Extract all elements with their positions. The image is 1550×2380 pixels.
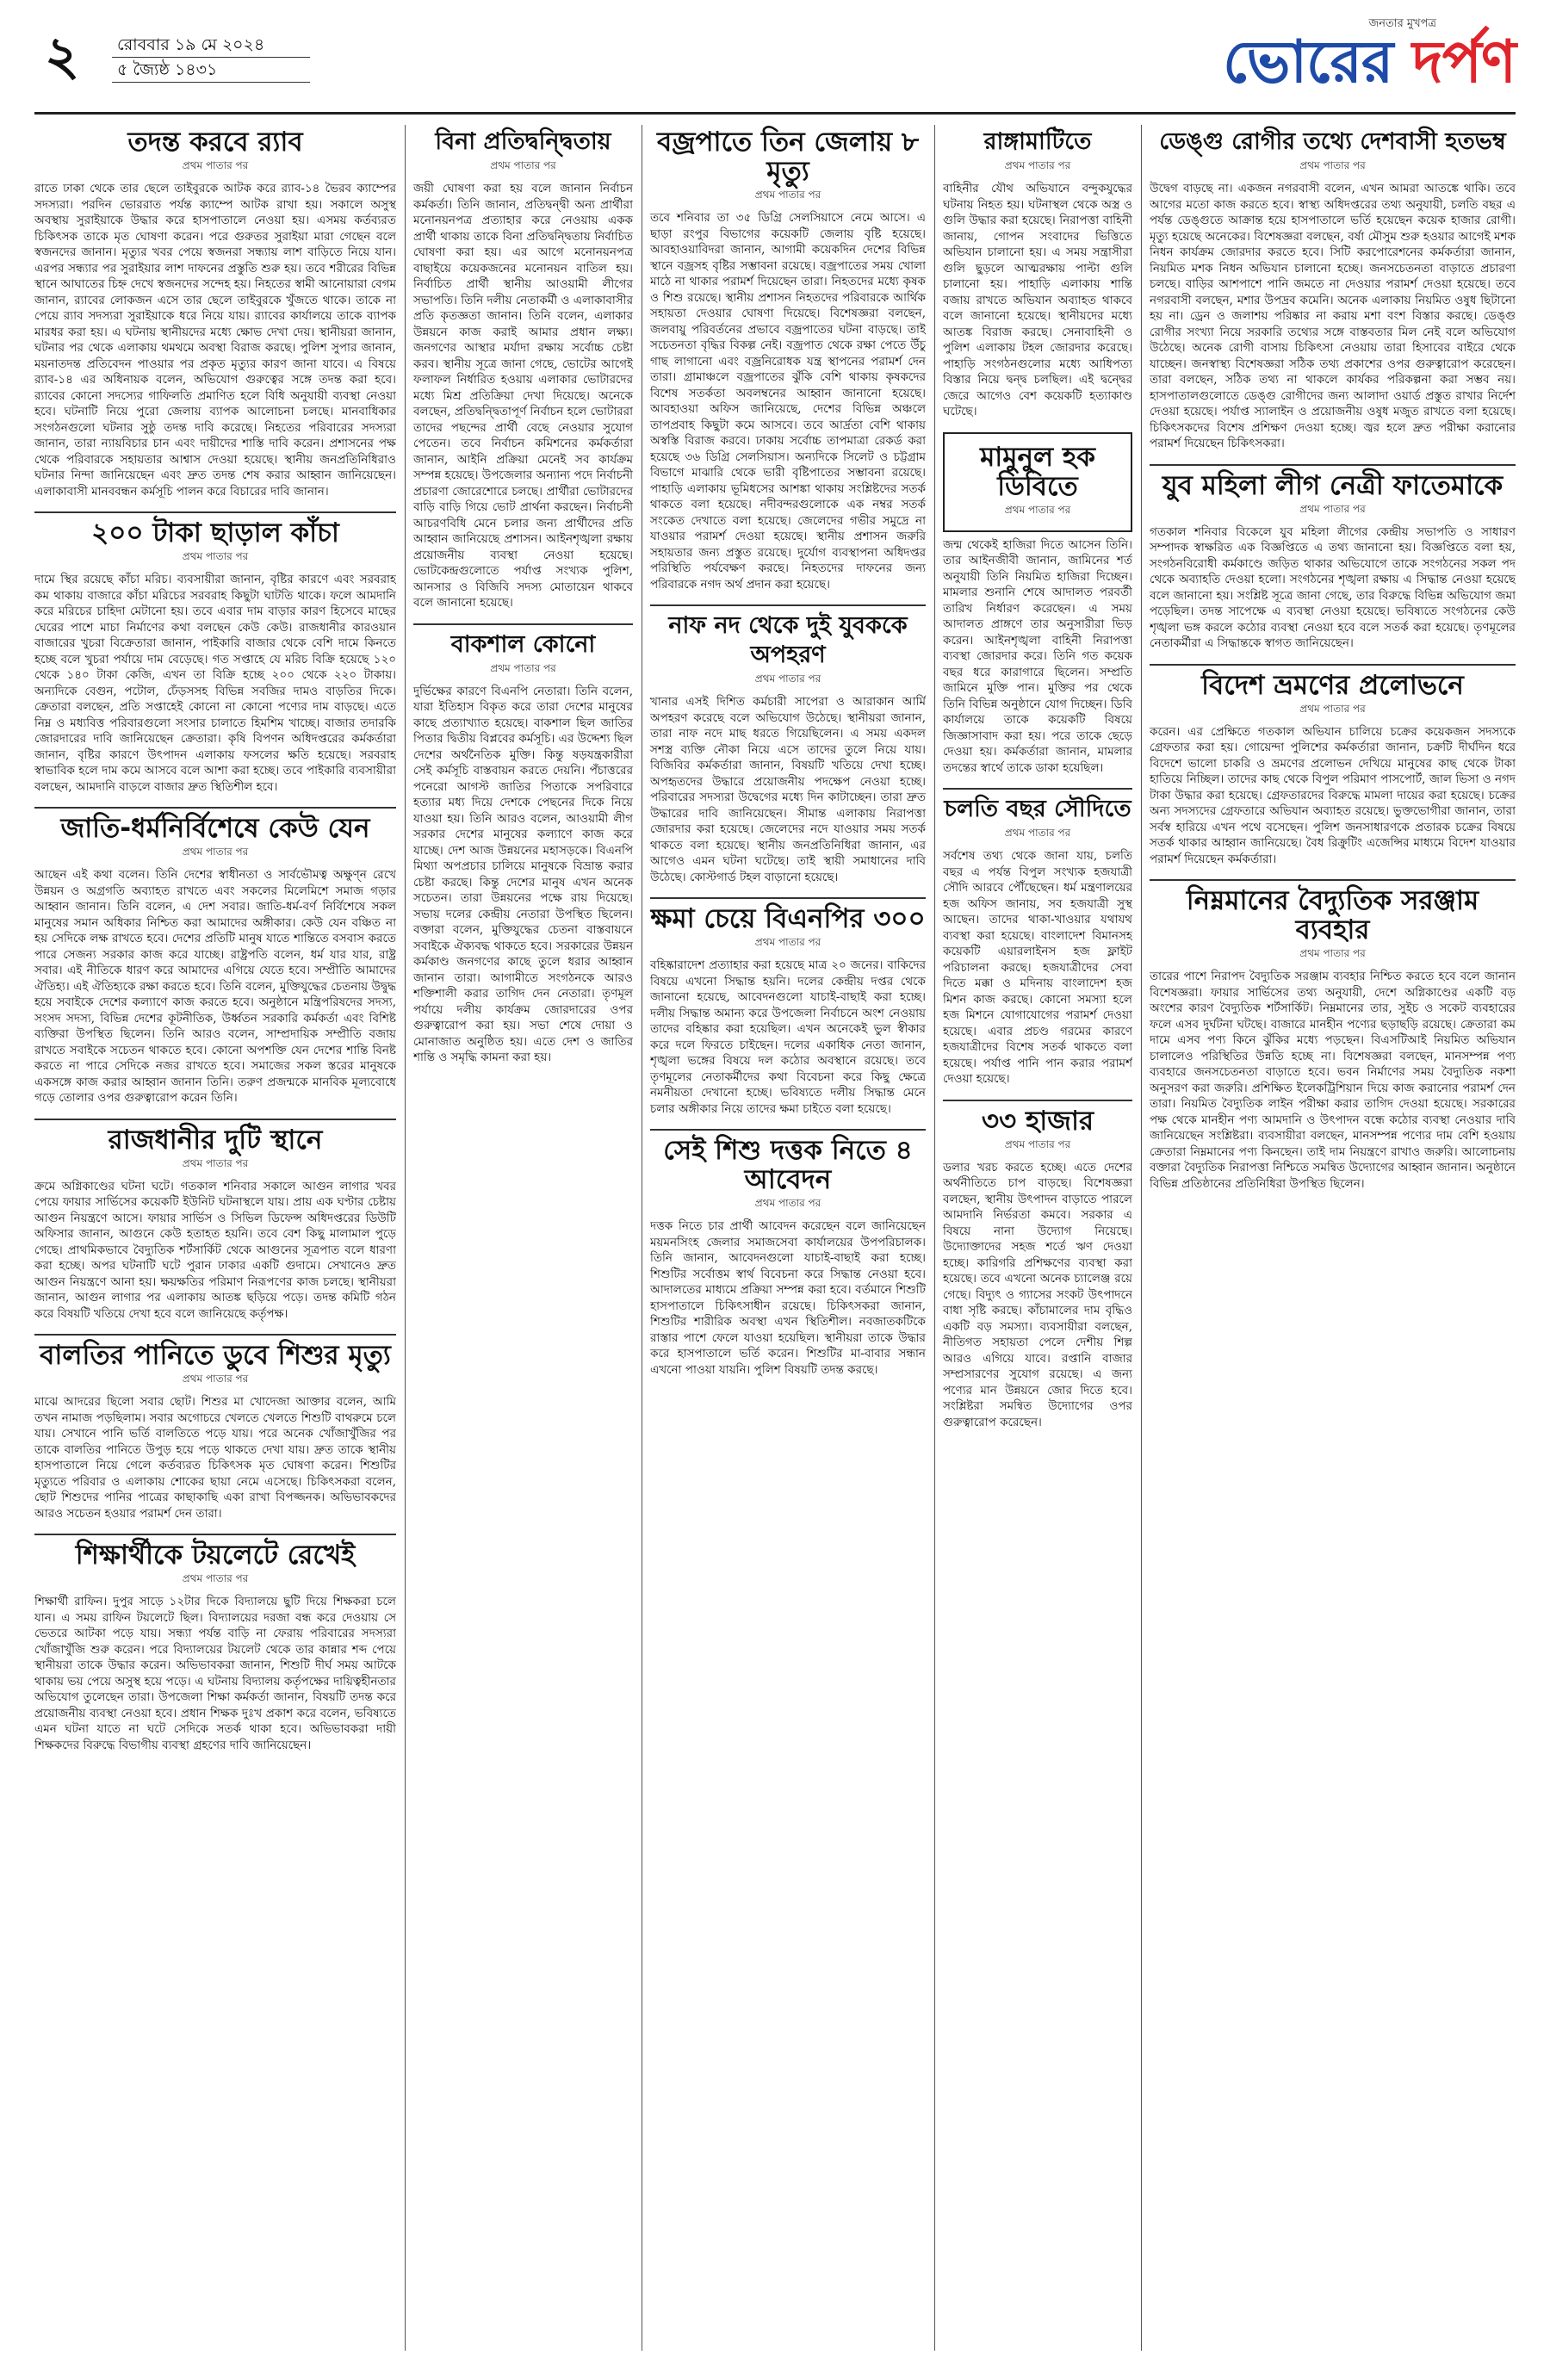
article (34, 1341, 396, 1522)
article (1150, 671, 1516, 868)
article (650, 127, 926, 592)
article-divider (650, 604, 926, 606)
article-body: জয়ী ঘোষণা করা হয় বলে জানান নির্বাচন কর্মকর্তা। তিনি জানান, প্রতিদ্বন্দ্বী অন্য প্রার্থীরা মনোনয়নপত্র প্রত্যাহার করে নেওয়ায় একক প্রার্থী থাকায় তাকে বিনা প্রতিদ্বন্দ্বিতায় নির্বাচিত ঘোষণা করা হয়। এর আগে মনোনয়নপত্র বাছাইয়ে কয়েকজনের মনোনয়ন বাতিল হয়। নির্বাচিত প্রার্থী স্থানীয় আওয়ামী লীগের সভাপতি। তিনি দলীয় নেতাকর্মী ও এলাকাবাসীর প্রতি কৃতজ্ঞতা জানান। তিনি বলেন, এলাকার উন্নয়নে কাজ করাই আমার প্রধান লক্ষ্য। জনগণের আস্থার মর্যাদা রক্ষায় সর্বোচ্চ চেষ্টা করব। স্থানীয় সূত্রে জানা গেছে, ভোটের আগেই ফলাফল নির্ধারিত হওয়ায় এলাকার ভোটারদের মধ্যে মিশ্র প্রতিক্রিয়া দেখা দিয়েছে। অনেকে বলছেন, প্রতিদ্বন্দ্বিতাপূর্ণ নির্বাচন হলে ভোটাররা তাদের পছন্দের প্রার্থী বেছে নেওয়ার সুযোগ পেতেন। তবে নির্বাচন কমিশনের কর্মকর্তারা জানান, আইনি প্রক্রিয়া মেনেই সব কার্যক্রম সম্পন্ন হয়েছে। উপজেলার অন্যান্য পদে নির্বাচনী প্রচারণা জোরেশোরে চলছে। প্রার্থীরা ভোটারদের বাড়ি বাড়ি গিয়ে ভোট প্রার্থনা করছেন। নির্বাচনী আচরণবিধি মেনে চলার জন্য প্রার্থীদের প্রতি আহ্বান জানিয়েছে প্রশাসন। আইনশৃঙ্খলা রক্ষায় প্রয়োজনীয় ব্যবস্থা নেওয়া হয়েছে। ভোটকেন্দ্রগুলোতে পর্যাপ্ত সংখ্যক পুলিশ, আনসার ও বিজিবি সদস্য মোতায়েন থাকবে বলে জানানো হয়েছে। (413, 182, 633, 610)
article-body: খানার এসই দিশিত কর্মচারী সাপেরা ও আরাকান আর্মি অপহরণ করেছে বলে অভিযোগ উঠেছে। স্থানীয়রা জানান, তারা নাফ নদে মাছ ধরতে গিয়েছিলেন। এ সময় একদল সশস্ত্র ব্যক্তি নৌকা নিয়ে এসে তাদের তুলে নিয়ে যায়। বিজিবির কর্মকর্তারা জানান, বিষয়টি খতিয়ে দেখা হচ্ছে। অপহৃতদের উদ্ধারে প্রয়োজনীয় পদক্ষেপ নেওয়া হচ্ছে। পরিবারের সদস্যরা উদ্বেগের মধ্যে দিন কাটাচ্ছেন। তারা দ্রুত উদ্ধারের দাবি জানিয়েছেন। সীমান্ত এলাকায় নিরাপত্তা জোরদার করা হয়েছে। জেলেদের নদে যাওয়ার সময় সতর্ক থাকতে বলা হয়েছে। স্থানীয় জনপ্রতিনিধিরা জানান, এর আগেও এমন ঘটনা ঘটেছে। তাই স্থায়ী সমাধানের দাবি উঠেছে। কোস্টগার্ড টহল বাড়ানো হয়েছে। (650, 695, 926, 884)
boxed-article (943, 432, 1132, 532)
article-headline: ৩৩ হাজার (981, 1105, 1094, 1137)
continued-label: প্রথম পাতার পর (1299, 159, 1366, 171)
continued-label: প্রথম পাতার পর (1004, 503, 1071, 516)
article (34, 1125, 396, 1323)
continued-label: প্রথম পাতার পর (490, 159, 556, 171)
column-divider (934, 125, 935, 2351)
column-1 (34, 122, 396, 2361)
continued-label: প্রথম পাতার পর (490, 661, 556, 674)
article-headline: ক্ষমা চেয়ে বিএনপির ৩০০ (650, 903, 926, 934)
article-headline: বিনা প্রতিদ্বন্দ্বিতায় (435, 128, 611, 155)
article (34, 814, 396, 1106)
article-divider (1150, 879, 1516, 881)
continued-label: প্রথম পাতার পর (182, 1156, 249, 1169)
article (34, 1540, 396, 1753)
continued-label: প্রথম পাতার পর (754, 672, 822, 685)
article (943, 795, 1132, 1088)
article-headline: বাকশাল কোনো (450, 630, 596, 658)
article-headline: ডেঙ্গু রোগীর তথ্যে দেশবাসী হতভম্ব (1159, 128, 1506, 155)
article-headline: বিদেশ ভ্রমণের প্রলোভনে (1201, 669, 1464, 701)
continued-label: প্রথম পাতার পর (182, 1572, 249, 1584)
continued-label: প্রথম পাতার পর (1004, 159, 1071, 171)
brand-word-2: দর্পণ (1411, 28, 1516, 96)
article (413, 127, 633, 611)
article-body: তারের পাশে নিরাপদ বৈদ্যুতিক সরঞ্জাম ব্যবহার নিশ্চিত করতে হবে বলে জানান বিশেষজ্ঞরা। ফায়ার সার্ভিসের তথ্য অনুযায়ী, দেশে অগ্নিকাণ্ডের একটি বড় অংশের কারণ বৈদ্যুতিক শর্টসার্কিট। নিম্নমানের তার, সুইচ ও সকেট ব্যবহারের ফলে এসব দুর্ঘটনা ঘটছে। বাজারে মানহীন পণ্যের ছড়াছড়ি রয়েছে। ক্রেতারা কম দামে এসব পণ্য কিনে ঝুঁকির মধ্যে পড়ছেন। বিএসটিআই নিয়মিত অভিযান চালালেও পরিস্থিতির উন্নতি হচ্ছে না। বিশেষজ্ঞরা বলছেন, মানসম্পন্ন পণ্য ব্যবহারে জনসচেতনতা বাড়াতে হবে। ভবন নির্মাণের সময় বৈদ্যুতিক নকশা অনুসরণ করা জরুরি। প্রশিক্ষিত ইলেকট্রিশিয়ান দিয়ে কাজ করানোর পরামর্শ দেন তারা। নিয়মিত বৈদ্যুতিক লাইন পরীক্ষা করার তাগিদ দেওয়া হয়েছে। সরকারের পক্ষ থেকে মানহীন পণ্য আমদানি ও উৎপাদন বন্ধে কঠোর ব্যবস্থা নেওয়ার দাবি জানিয়েছেন সংশ্লিষ্টরা। ব্যবসায়ীরা বলছেন, মানসম্পন্ন পণ্যের দাম বেশি হওয়ায় ক্রেতারা নিম্নমানের পণ্য কিনছেন। তাই দাম নিয়ন্ত্রণে রাখাও জরুরি। আলোচনায় বক্তারা বৈদ্যুতিক নিরাপত্তা নিশ্চিতে সমন্বিত উদ্যোগের আহ্বান জানান। অনুষ্ঠানে বিভিন্ন প্রতিষ্ঠানের প্রতিনিধিরা উপস্থিত ছিলেন। (1150, 970, 1516, 1191)
continued-label: প্রথম পাতার পর (182, 846, 249, 858)
column-4 (943, 122, 1132, 2361)
column-divider (1141, 125, 1142, 2351)
article-headline: যুব মহিলা লীগ নেত্রী ফাতেমাকে (1162, 469, 1504, 501)
article (943, 1106, 1132, 1431)
article-divider (413, 623, 633, 625)
article-divider (650, 897, 926, 899)
continued-label: প্রথম পাতার পর (182, 1373, 249, 1385)
article-headline: শিক্ষার্থীকে টয়লেটে রেখেই (75, 1540, 356, 1571)
continued-label: প্রথম পাতার পর (1299, 502, 1366, 515)
article-headline: নিম্নমানের বৈদ্যুতিক সরঞ্জাম ব্যবহার (1186, 885, 1479, 945)
brand-word-1: ভোরের (1223, 28, 1393, 96)
article-headline: রাজধানীর দুটি স্থানে (108, 1124, 323, 1156)
article-body: শিক্ষার্থী রাফিন। দুপুর সাড়ে ১২টার দিকে বিদ্যালয়ে ছুটি দিয়ে শিক্ষকরা চলে যান। এ সময় রাফিন টয়লেটে ছিল। বিদ্যালয়ের দরজা বন্ধ করে দেওয়ায় সে ভেতরে আটকা পড়ে যায়। সন্ধ্যা পর্যন্ত বাড়ি না ফেরায় পরিবারের সদস্যরা খোঁজাখুঁজি শুরু করেন। পরে বিদ্যালয়ের টয়লেট থেকে তার কান্নার শব্দ পেয়ে স্থানীয়রা তাকে উদ্ধার করেন। অভিভাবকরা জানান, শিশুটি দীর্ঘ সময় আটকে থাকায় ভয় পেয়ে অসুস্থ হয়ে পড়ে। এ ঘটনায় বিদ্যালয় কর্তৃপক্ষের দায়িত্বহীনতার অভিযোগ তুলেছেন তারা। উপজেলা শিক্ষা কর্মকর্তা জানান, বিষয়টি তদন্ত করে প্রয়োজনীয় ব্যবস্থা নেওয়া হবে। প্রধান শিক্ষক দুঃখ প্রকাশ করে বলেন, ভবিষ্যতে এমন ঘটনা যাতে না ঘটে সেদিকে সতর্ক থাকা হবে। অভিভাবকরা দায়ী শিক্ষকদের বিরুদ্ধে বিভাগীয় ব্যবস্থা গ্রহণের দাবি জানিয়েছেন। (34, 1595, 396, 1752)
article-headline: জাতি-ধর্মনির্বিশেষে কেউ যেন (60, 813, 370, 844)
continued-label: প্রথম পাতার পর (182, 159, 249, 171)
continued-label: প্রথম পাতার পর (1299, 947, 1366, 959)
article (650, 904, 926, 1117)
article-divider (34, 1119, 396, 1120)
continued-label: প্রথম পাতার পর (754, 1197, 822, 1209)
article-divider (34, 807, 396, 809)
continued-label: প্রথম পাতার পর (754, 189, 822, 201)
article-body: রাতে ঢাকা থেকে তার ছেলে তাইবুরকে আটক করে র‍্যাব-১৪ ভৈরব ক্যাম্পের সদস্যরা। পরদিন ভোররাত পর্যন্ত ক্যাম্পে আটক রাখা হয়। সকালে অসুস্থ অবস্থায় সুরাইয়াকে উদ্ধার করে হাসপাতালে নেওয়া হয়। এসময় কর্তব্যরত চিকিৎসক তাকে মৃত ঘোষণা করেন। পরে গুরুতর সুরাইয়া মারা গেছেন বলে স্বজনদের জানান। মৃত্যুর খবর পেয়ে স্বজনরা সন্ধ্যায় লাশ বাড়িতে নিয়ে যান। এরপর সন্ধ্যার পর সুরাইয়ার লাশ দাফনের প্রস্তুতি শুরু হয়। তবে শরীরের বিভিন্ন স্থানে আঘাতের চিহ্ন দেখে স্বজনদের সন্দেহ হয়। নিহতের স্বামী আনোয়ারা বেগম জানান, র‍্যাবের লোকজন এসে তার ছেলে তাইবুরকে খুঁজতে থাকে। তাকে না পেয়ে র‍্যাব সদস্যরা সুরাইয়াকে ধরে নিয়ে যায়। র‍্যাবের কার্যালয়ে তাকে ব্যাপক মারধর করা হয়। এ ঘটনায় স্থানীয়দের মধ্যে ক্ষোভ দেখা দেয়। স্থানীয়রা জানান, ঘটনার পর থেকে এলাকায় থমথমে অবস্থা বিরাজ করছে। পুলিশ সুপার জানান, ময়নাতদন্ত প্রতিবেদন পাওয়ার পর প্রকৃত মৃত্যুর কারণ জানা যাবে। এ বিষয়ে র‍্যাব-১৪ এর অধিনায়ক বলেন, অভিযোগ গুরুত্বের সঙ্গে তদন্ত করা হবে। র‍্যাবের কোনো সদস্যের গাফিলতি প্রমাণিত হলে বিধি অনুযায়ী ব্যবস্থা নেওয়া হবে। ঘটনাটি নিয়ে পুরো জেলায় ব্যাপক আলোচনা চলছে। মানবাধিকার সংগঠনগুলো ঘটনার সুষ্ঠু তদন্ত দাবি করেছে। নিহতের পরিবারের সদস্যরা জানান, তারা ন্যায়বিচার চান এবং দায়ীদের শাস্তি দাবি করেন। প্রশাসনের পক্ষ থেকে পরিবারকে সহায়তার আশ্বাস দেওয়া হয়েছে। স্থানীয় জনপ্রতিনিধিরাও ঘটনার নিন্দা জানিয়েছেন এবং দ্রুত তদন্ত শেষ করার আহ্বান জানিয়েছেন। এলাকাবাসী মানববন্ধন কর্মসূচি পালন করে বিচারের দাবি জানান। (34, 182, 396, 499)
column-divider (405, 125, 406, 2351)
article (34, 127, 396, 499)
article (650, 1136, 926, 1378)
article-body: ডলার খরচ করতে হচ্ছে। এতে দেশের অর্থনীতিতে চাপ বাড়ছে। বিশেষজ্ঞরা বলছেন, স্থানীয় উৎপাদন বাড়াতে পারলে আমদানি নির্ভরতা কমবে। সরকার এ বিষয়ে নানা উদ্যোগ নিয়েছে। উদ্যোক্তাদের সহজ শর্তে ঋণ দেওয়া হচ্ছে। কারিগরি প্রশিক্ষণের ব্যবস্থা করা হয়েছে। তবে এখনো অনেক চ্যালেঞ্জ রয়ে গেছে। বিদ্যুৎ ও গ্যাসের সংকট উৎপাদনে বাধা সৃষ্টি করছে। কাঁচামালের দাম বৃদ্ধিও একটি বড় সমস্যা। ব্যবসায়ীরা বলছেন, নীতিগত সহায়তা পেলে দেশীয় শিল্প আরও এগিয়ে যাবে। রপ্তানি বাজার সম্প্রসারণের সুযোগ রয়েছে। এ জন্য পণ্যের মান উন্নয়নে জোর দিতে হবে। সংশ্লিষ্টরা সমন্বিত উদ্যোগের ওপর গুরুত্বারোপ করেছেন। (943, 1160, 1132, 1429)
continued-label: প্রথম পাতার পর (1004, 827, 1071, 839)
article-divider (34, 1334, 396, 1336)
brand-tagline: জনতার মুখপত্র (1368, 17, 1436, 30)
article (1150, 471, 1516, 652)
article-body: সর্বশেষ তথ্য থেকে জানা যায়, চলতি বছর এ পর্যন্ত বিপুল সংখ্যক হজযাত্রী সৌদি আরবে পৌঁছেছেন। ধর্ম মন্ত্রণালয়ের হজ অফিস জানায়, সব হজযাত্রী সুস্থ আছেন। তাদের থাকা-খাওয়ার যথাযথ ব্যবস্থা করা হয়েছে। বাংলাদেশ বিমানসহ কয়েকটি এয়ারলাইনস হজ ফ্লাইট পরিচালনা করছে। হজযাত্রীদের সেবা দিতে মক্কা ও মদিনায় বাংলাদেশ হজ মিশন কাজ করছে। কোনো সমস্যা হলে হজ মিশনে যোগাযোগের পরামর্শ দেওয়া হয়েছে। এবার প্রচণ্ড গরমের কারণে হজযাত্রীদের বিশেষ সতর্ক থাকতে বলা হয়েছে। পর্যাপ্ত পানি পান করার পরামর্শ দেওয়া হয়েছে। (943, 849, 1132, 1086)
article-divider (1150, 664, 1516, 666)
article-divider (34, 1534, 396, 1535)
page-number: ২ (45, 24, 80, 87)
continued-label: প্রথম পাতার পর (1299, 702, 1366, 715)
article (34, 518, 396, 795)
continued-label: প্রথম পাতার পর (754, 936, 822, 948)
article (650, 611, 926, 885)
article (943, 537, 1132, 777)
column-2 (413, 122, 633, 2361)
article-divider (34, 511, 396, 513)
column-5 (1150, 122, 1516, 2361)
article-body: বহিষ্কারাদেশ প্রত্যাহার করা হয়েছে মাত্র ২০ জনের। বাকিদের বিষয়ে এখনো সিদ্ধান্ত হয়নি। দলের কেন্দ্রীয় দপ্তর থেকে জানানো হয়েছে, আবেদনগুলো যাচাই-বাছাই করা হচ্ছে। দলীয় সিদ্ধান্ত অমান্য করে উপজেলা নির্বাচনে অংশ নেওয়ায় তাদের বহিষ্কার করা হয়েছিল। এখন অনেকেই ভুল স্বীকার করে দলে ফিরতে চাইছেন। দলের একাধিক নেতা জানান, শৃঙ্খলা ভঙ্গের বিষয়ে দল কঠোর অবস্থানে রয়েছে। তবে তৃণমূলের নেতাকর্মীদের কথা বিবেচনা করে কিছু ক্ষেত্রে নমনীয়তা দেখানো হচ্ছে। ভবিষ্যতে দলীয় সিদ্ধান্ত মেনে চলার অঙ্গীকার নিয়ে তাদের ক্ষমা চাইতে বলা হয়েছে। (650, 958, 926, 1116)
article-divider (1150, 464, 1516, 466)
article (1150, 127, 1516, 452)
day-date: রোববার ১৯ মে ২০২৪ (112, 33, 310, 58)
article-headline: বজ্রপাতে তিন জেলায় ৮ মৃত্যু (656, 127, 919, 187)
article-headline: মামুনুল হক ডিবিতে (980, 441, 1095, 502)
continued-label: প্রথম পাতার পর (1004, 1137, 1071, 1150)
article-headline: ২০০ টাকা ছাড়াল কাঁচা (91, 518, 339, 549)
date-box (112, 33, 310, 83)
article-body: দামে স্থির রয়েছে কাঁচা মরিচ। ব্যবসায়ীরা জানান, বৃষ্টির কারণে এবং সরবরাহ কম থাকায় বাজারে কাঁচা মরিচের সরবরাহ কিছুটা ঘাটতি থাকে। ফলে আমদানি করে মরিচের চাহিদা মেটানো হয়। তবে এবার দাম বাড়ার কারণ হিসেবে মাছের ঘেরের পাশে মাচা নির্মাণের কথা বলছেন কেউ কেউ। রাজধানীর কারওয়ান বাজারের খুচরা বিক্রেতারা জানান, পাইকারি বাজার থেকে বেশি দামে কিনতে হচ্ছে বলে খুচরা পর্যায়ে দাম বেড়েছে। গত সপ্তাহে যে মরিচ বিক্রি হয়েছে ১২০ থেকে ১৪০ টাকা কেজি, এখন তা বিক্রি হচ্ছে ২০০ থেকে ২২০ টাকায়। অন্যদিকে বেগুন, পটোল, ঢেঁড়সসহ বিভিন্ন সবজির দামও বাড়তির দিকে। ক্রেতারা বলছেন, প্রতি সপ্তাহেই কোনো না কোনো পণ্যের দাম বাড়ছে। এতে নিম্ন ও মধ্যবিত্ত পরিবারগুলো সংসার চালাতে হিমশিম খাচ্ছে। বাজার তদারকি জোরদারের দাবি জানিয়েছেন ক্রেতারা। কৃষি বিপণন অধিদপ্তরের কর্মকর্তারা জানান, বৃষ্টির কারণে উৎপাদন এলাকায় ফসলের ক্ষতি হয়েছে। সরবরাহ স্বাভাবিক হলে দাম কমে আসবে বলে আশা করা হচ্ছে। তবে পাইকারি ব্যবসায়ীরা বলছেন, আমদানি বাড়লে বাজার দ্রুত স্থিতিশীল হবে। (34, 573, 396, 794)
article-body: তবে শনিবার তা ৩৫ ডিগ্রি সেলসিয়াসে নেমে আসে। এ ছাড়া রংপুর বিভাগের কয়েকটি জেলায় বৃষ্টি হয়েছে। আবহাওয়াবিদরা জানান, আগামী কয়েকদিন দেশের বিভিন্ন স্থানে বজ্রসহ বৃষ্টির সম্ভাবনা রয়েছে। বজ্রপাতের সময় খোলা মাঠে না থাকার পরামর্শ দিয়েছেন তারা। নিহতদের মধ্যে কৃষক ও শিশু রয়েছে। স্থানীয় প্রশাসন নিহতদের পরিবারকে আর্থিক সহায়তা দেওয়ার ঘোষণা দিয়েছে। বিশেষজ্ঞরা বলছেন, জলবায়ু পরিবর্তনের প্রভাবে বজ্রপাতের ঘটনা বাড়ছে। তাই সচেতনতা বৃদ্ধির বিকল্প নেই। বজ্রপাত থেকে রক্ষা পেতে উঁচু গাছ লাগানো এবং বজ্রনিরোধক যন্ত্র স্থাপনের পরামর্শ দেন তারা। গ্রামাঞ্চলে বজ্রপাতের ঝুঁকি বেশি থাকায় কৃষকদের বিশেষ সতর্কতা অবলম্বনের আহ্বান জানানো হয়েছে। আবহাওয়া অফিস জানিয়েছে, দেশের বিভিন্ন অঞ্চলে তাপপ্রবাহ কিছুটা কমে আসবে। তবে আর্দ্রতা বেশি থাকায় অস্বস্তি বিরাজ করবে। ঢাকায় সর্বোচ্চ তাপমাত্রা রেকর্ড করা হয়েছে ৩৬ ডিগ্রি সেলসিয়াস। অন্যদিকে সিলেট ও চট্টগ্রাম বিভাগে মাঝারি থেকে ভারী বৃষ্টিপাতের সম্ভাবনা রয়েছে। পাহাড়ি এলাকায় ভূমিধসের আশঙ্কা থাকায় সংশ্লিষ্টদের সতর্ক থাকতে বলা হয়েছে। নদীবন্দরগুলোকে এক নম্বর সতর্ক সংকেত দেখাতে বলা হয়েছে। জেলেদের গভীর সমুদ্রে না যাওয়ার পরামর্শ দেওয়া হয়েছে। স্থানীয় প্রশাসন জরুরি সহায়তার জন্য প্রস্তুত রয়েছে। দুর্যোগ ব্যবস্থাপনা অধিদপ্তর পরিস্থিতি পর্যবেক্ষণ করছে। নিহতদের দাফনের জন্য পরিবারকে নগদ অর্থ প্রদান করা হয়েছে। (650, 211, 926, 592)
article-headline: চলতি বছর সৌদিতে (944, 796, 1132, 822)
article-divider (650, 1129, 926, 1131)
article-body: আছেন এই কথা বলেন। তিনি দেশের স্বাধীনতা ও সার্বভৌমত্ব অক্ষুণ্ন রেখে উন্নয়ন ও অগ্রগতি অব্যাহত রাখতে এবং সকলের মিলেমিশে সমাজ গড়ার আহ্বান জানান। তিনি বলেন, এ দেশ সবার। জাতি-ধর্ম-বর্ণ নির্বিশেষে সকল মানুষের সমান অধিকার নিশ্চিত করা আমাদের অঙ্গীকার। কেউ যেন বঞ্চিত না হয় সেদিকে লক্ষ রাখতে হবে। দেশের প্রতিটি মানুষ যাতে শান্তিতে বসবাস করতে পারে সেজন্য সরকার কাজ করে যাচ্ছে। রাষ্ট্রপতি বলেন, ধর্ম যার যার, রাষ্ট্র সবার। এই নীতিকে ধারণ করে আমাদের এগিয়ে যেতে হবে। সম্প্রীতি আমাদের ঐতিহ্য। এই ঐতিহ্যকে রক্ষা করতে হবে। তিনি বলেন, মুক্তিযুদ্ধের চেতনায় উদ্বুদ্ধ হয়ে সবাইকে দেশের কল্যাণে কাজ করতে হবে। অনুষ্ঠানে মন্ত্রিপরিষদের সদস্য, সংসদ সদস্য, বিভিন্ন দেশের কূটনীতিক, উর্ধ্বতন সরকারি কর্মকর্তা এবং বিশিষ্ট ব্যক্তিরা উপস্থিত ছিলেন। তিনি আরও বলেন, সাম্প্রদায়িক সম্প্রীতি বজায় রাখতে সবাইকে সচেতন থাকতে হবে। কোনো অপশক্তি যেন দেশের শান্তি বিনষ্ট করতে না পারে সেদিকে নজর রাখতে হবে। সমাজের সকল স্তরের মানুষকে একসঙ্গে কাজ করার আহ্বান জানান তিনি। তরুণ প্রজন্মকে মানবিক মূল্যবোধে গড়ে তোলার ওপর গুরুত্বারোপ করেন তিনি। (34, 868, 396, 1105)
newspaper-logo (1223, 15, 1516, 96)
article-body: গতকাল শনিবার বিকেলে যুব মহিলা লীগের কেন্দ্রীয় সভাপতি ও সাধারণ সম্পাদক স্বাক্ষরিত এক বিজ্ঞপ্তিতে এ তথ্য জানানো হয়। বিজ্ঞপ্তিতে বলা হয়, সংগঠনবিরোধী কর্মকাণ্ডে জড়িত থাকার অভিযোগে তাকে সংগঠনের সকল পদ থেকে অব্যাহতি দেওয়া হলো। সংগঠনের শৃঙ্খলা রক্ষায় এ সিদ্ধান্ত নেওয়া হয়েছে বলে জানানো হয়। সংশ্লিষ্ট সূত্রে জানা গেছে, তার বিরুদ্ধে বিভিন্ন অভিযোগ জমা পড়েছিল। তদন্ত সাপেক্ষে এ ব্যবস্থা নেওয়া হয়েছে। ভবিষ্যতে সংগঠনের কেউ শৃঙ্খলা ভঙ্গ করলে কঠোর ব্যবস্থা নেওয়া হবে বলে সতর্ক করা হয়েছে। তৃণমূলের নেতাকর্মীরা এ সিদ্ধান্তকে স্বাগত জানিয়েছেন। (1150, 524, 1516, 650)
article-headline: নাফ নদ থেকে দুই যুবককে অপহরণ (668, 612, 908, 668)
article-headline: সেই শিশু দত্তক নিতে ৪ আবেদন (663, 1135, 913, 1195)
bangla-date: ৫ জ্যৈষ্ঠ ১৪৩১ (112, 58, 310, 83)
article-body: মাঝে আদরের ছিলো সবার ছোট। শিশুর মা খোদেজা আক্তার বলেন, আমি তখন নামাজ পড়ছিলাম। সবার অগোচরে খেলতে খেলতে শিশুটি বাথরুমে চলে যায়। সেখানে পানি ভর্তি বালতিতে পড়ে যায়। পরে অনেক খোঁজাখুঁজির পর তাকে বালতির পানিতে উপুড় হয়ে পড়ে থাকতে দেখা যায়। দ্রুত তাকে স্থানীয় হাসপাতালে নিয়ে গেলে কর্তব্যরত চিকিৎসক মৃত ঘোষণা করেন। শিশুটির মৃত্যুতে পরিবার ও এলাকায় শোকের ছায়া নেমে এসেছে। চিকিৎসকরা বলেন, ছোট শিশুদের পানির পাত্রের কাছাকাছি একা রাখা বিপজ্জনক। অভিভাবকদের আরও সচেতন হওয়ার পরামর্শ দেন তারা। (34, 1395, 396, 1521)
article-body: জন্ম থেকেই হাজিরা দিতে আসেন তিনি। তার আইনজীবী জানান, জামিনের শর্ত অনুযায়ী তিনি নিয়মিত হাজিরা দিচ্ছেন। মামলার শুনানি শেষে আদালত পরবর্তী তারিখ নির্ধারণ করেছেন। এ সময় আদালত প্রাঙ্গণে তার অনুসারীরা ভিড় করেন। আইনশৃঙ্খলা বাহিনী নিরাপত্তা ব্যবস্থা জোরদার করে। তিনি গত কয়েক বছর ধরে কারাগারে ছিলেন। সম্প্রতি জামিনে মুক্তি পান। মুক্তির পর থেকে তিনি বিভিন্ন অনুষ্ঠানে যোগ দিচ্ছেন। ডিবি কার্যালয়ে তাকে কয়েকটি বিষয়ে জিজ্ঞাসাবাদ করা হয়। পরে তাকে ছেড়ে দেওয়া হয়। কর্মকর্তারা জানান, মামলার তদন্তের স্বার্থে তাকে ডাকা হয়েছিল। (943, 537, 1132, 775)
article (943, 127, 1132, 420)
article-headline: বালতির পানিতে ডুবে শিশুর মৃত্যু (40, 1340, 391, 1371)
article-body: দুর্ভিক্ষের কারণে বিএনপি নেতারা। তিনি বলেন, যারা ইতিহাস বিকৃত করে তারা দেশের মানুষের কাছে প্রত্যাখ্যাত হয়েছে। বাকশাল ছিল জাতির পিতার দ্বিতীয় বিপ্লবের কর্মসূচি। এর উদ্দেশ্য ছিল দেশের অর্থনৈতিক মুক্তি। কিন্তু ষড়যন্ত্রকারীরা সেই কর্মসূচি বাস্তবায়ন করতে দেয়নি। পঁচাত্তরের পনেরো আগস্ট জাতির পিতাকে সপরিবারে হত্যার মধ্য দিয়ে দেশকে পেছনের দিকে নিয়ে যাওয়া হয়। তিনি আরও বলেন, আওয়ামী লীগ সরকার দেশের মানুষের কল্যাণে কাজ করে যাচ্ছে। দেশ আজ উন্নয়নের মহাসড়কে। বিএনপি মিথ্যা অপপ্রচার চালিয়ে মানুষকে বিভ্রান্ত করার চেষ্টা করছে। কিন্তু দেশের মানুষ এখন অনেক সচেতন। তারা উন্নয়নের পক্ষে রায় দিয়েছে। সভায় দলের কেন্দ্রীয় নেতারা উপস্থিত ছিলেন। বক্তারা বলেন, মুক্তিযুদ্ধের চেতনা বাস্তবায়নে সবাইকে ঐক্যবদ্ধ থাকতে হবে। সরকারের উন্নয়ন কর্মকাণ্ড জনগণের কাছে তুলে ধরার আহ্বান জানান তারা। আগামীতে সংগঠনকে আরও শক্তিশালী করার তাগিদ দেন নেতারা। তৃণমূল পর্যায়ে দলীয় কার্যক্রম জোরদারের ওপর গুরুত্বারোপ করা হয়। সভা শেষে দোয়া ও মোনাজাত অনুষ্ঠিত হয়। এতে দেশ ও জাতির শান্তি ও সমৃদ্ধি কামনা করা হয়। (413, 684, 633, 1064)
column-3 (650, 122, 926, 2361)
article-body: করেন। এর প্রেক্ষিতে গতকাল অভিযান চালিয়ে চক্রের কয়েকজন সদস্যকে গ্রেফতার করা হয়। গোয়েন্দা পুলিশের কর্মকর্তারা জানান, চক্রটি দীর্ঘদিন ধরে বিদেশে ভালো চাকরি ও ভ্রমণের প্রলোভন দেখিয়ে মানুষের কাছ থেকে টাকা হাতিয়ে নিচ্ছিল। তাদের কাছ থেকে বিপুল পরিমাণ পাসপোর্ট, জাল ভিসা ও নগদ টাকা উদ্ধার করা হয়েছে। গ্রেফতারদের বিরুদ্ধে মামলা দায়ের করা হয়েছে। চক্রের অন্য সদস্যদের গ্রেফতারে অভিযান অব্যাহত রয়েছে। ভুক্তভোগীরা জানান, তারা সর্বস্ব হারিয়ে এখন পথে বসেছেন। পুলিশ জনসাধারণকে প্রতারক চক্রের বিষয়ে সতর্ক থাকার আহ্বান জানিয়েছে। বৈধ রিক্রুটিং এজেন্সির মাধ্যমে বিদেশ যাওয়ার পরামর্শ দিয়েছেন কর্মকর্তারা। (1150, 724, 1516, 866)
article-divider (943, 788, 1132, 790)
continued-label: প্রথম পাতার পর (182, 550, 249, 562)
article-headline: তদন্ত করবে র‍্যাব (127, 127, 303, 158)
article-body: দত্তক নিতে চার প্রার্থী আবেদন করেছেন বলে জানিয়েছেন ময়মনসিংহ জেলার সমাজসেবা কার্যালয়ের উপপরিচালক। তিনি জানান, আবেদনগুলো যাচাই-বাছাই করা হচ্ছে। শিশুটির সর্বোত্তম স্বার্থ বিবেচনা করে সিদ্ধান্ত নেওয়া হবে। আদালতের মাধ্যমে প্রক্রিয়া সম্পন্ন করা হবে। বর্তমানে শিশুটি হাসপাতালে চিকিৎসাধীন রয়েছে। চিকিৎসকরা জানান, শিশুটির শারীরিক অবস্থা এখন স্থিতিশীল। নবজাতকটিকে রাস্তার পাশে ফেলে যাওয়া হয়েছিল। স্থানীয়রা তাকে উদ্ধার করে হাসপাতালে ভর্তি করেন। শিশুটির মা-বাবার সন্ধান এখনো পাওয়া যায়নি। পুলিশ বিষয়টি তদন্ত করছে। (650, 1219, 926, 1377)
brand-name (1223, 28, 1516, 96)
article-divider (943, 1100, 1132, 1101)
article-body: উদ্বেগ বাড়ছে না। একজন নগরবাসী বলেন, এখন আমরা আতঙ্কে থাকি। তবে আগের মতো কাজ করতে হবে। স্বাস্থ্য অধিদপ্তরের তথ্য অনুযায়ী, চলতি বছর এ পর্যন্ত ডেঙ্গুতে আক্রান্ত হয়ে হাসপাতালে ভর্তি হয়েছেন কয়েক হাজার রোগী। মৃত্যু হয়েছে অনেকের। বিশেষজ্ঞরা বলছেন, বর্ষা মৌসুম শুরু হওয়ার আগেই মশক নিধন কার্যক্রম জোরদার করতে হবে। সিটি করপোরেশনের কর্মকর্তারা জানান, নিয়মিত মশক নিধন অভিযান চালানো হচ্ছে। জনসচেতনতা বাড়াতে প্রচারণা চলছে। বাড়ির আশপাশে পানি জমতে না দেওয়ার পরামর্শ দেওয়া হয়েছে। তবে নগরবাসী বলছেন, মশার উপদ্রব কমেনি। অনেক এলাকায় নিয়মিত ওষুধ ছিটানো হয় না। ড্রেন ও জলাশয় পরিষ্কার না করায় মশা বংশ বিস্তার করছে। ডেঙ্গু রোগীর সংখ্যা নিয়ে সরকারি তথ্যের সঙ্গে বাস্তবতার মিল নেই বলে অভিযোগ উঠেছে। অনেক রোগী বাসায় চিকিৎসা নেওয়ায় তারা হিসাবের বাইরে থেকে যাচ্ছেন। জনস্বাস্থ্য বিশেষজ্ঞরা সঠিক তথ্য প্রকাশের ওপর গুরুত্বারোপ করেছেন। তারা বলছেন, সঠিক তথ্য না থাকলে কার্যকর পরিকল্পনা করা সম্ভব নয়। হাসপাতালগুলোতে ডেঙ্গু রোগীদের জন্য আলাদা ওয়ার্ড প্রস্তুত রাখার নির্দেশ দেওয়া হয়েছে। পর্যাপ্ত স্যালাইন ও প্রয়োজনীয় ওষুধ মজুত রাখতে বলা হয়েছে। চিকিৎসকদের বিশেষ প্রশিক্ষণ দেওয়া হচ্ছে। জ্বর হলে দ্রুত পরীক্ষা করানোর পরামর্শ দিয়েছেন চিকিৎসকরা। (1150, 182, 1516, 450)
article-body: ক্রমে অগ্নিকাণ্ডের ঘটনা ঘটে। গতকাল শনিবার সকালে আগুন লাগার খবর পেয়ে ফায়ার সার্ভিসের কয়েকটি ইউনিট ঘটনাস্থলে যায়। প্রায় এক ঘণ্টার চেষ্টায় আগুন নিয়ন্ত্রণে আসে। ফায়ার সার্ভিস ও সিভিল ডিফেন্স অধিদপ্তরের ডিউটি অফিসার জানান, আগুনে কেউ হতাহত হয়নি। তবে বেশ কিছু মালামাল পুড়ে গেছে। প্রাথমিকভাবে বৈদ্যুতিক শর্টসার্কিট থেকে আগুনের সূত্রপাত বলে ধারণা করা হচ্ছে। অপর ঘটনাটি ঘটে পুরান ঢাকার একটি গুদামে। সেখানেও দ্রুত আগুন নিয়ন্ত্রণে আনা হয়। ক্ষয়ক্ষতির পরিমাণ নিরূপণের কাজ চলছে। স্থানীয়রা জানান, আগুন লাগার পর এলাকায় আতঙ্ক ছড়িয়ে পড়ে। তদন্ত কমিটি গঠন করে বিষয়টি খতিয়ে দেখা হবে বলে জানিয়েছে কর্তৃপক্ষ। (34, 1179, 396, 1321)
masthead (0, 0, 1550, 121)
article-headline: রাঙ্গামাটিতে (983, 128, 1092, 155)
article (413, 630, 633, 1066)
article-body: বাহিনীর যৌথ অভিযানে বন্দুকযুদ্ধের ঘটনায় নিহত হয়। ঘটনাস্থল থেকে অস্ত্র ও গুলি উদ্ধার করা হয়েছে। নিরাপত্তা বাহিনী জানায়, গোপন সংবাদের ভিত্তিতে অভিযান চালানো হয়। এ সময় সন্ত্রাসীরা গুলি ছুড়লে আত্মরক্ষায় পাল্টা গুলি চালানো হয়। পাহাড়ি এলাকায় শান্তি বজায় রাখতে অভিযান অব্যাহত থাকবে বলে জানানো হয়েছে। স্থানীয়দের মধ্যে আতঙ্ক বিরাজ করছে। সেনাবাহিনী ও পুলিশ এলাকায় টহল জোরদার করেছে। পাহাড়ি সংগঠনগুলোর মধ্যে আধিপত্য বিস্তার নিয়ে দ্বন্দ্ব চলছিল। এই দ্বন্দ্বের জেরে আগেও বেশ কয়েকটি হত্যাকাণ্ড ঘটেছে। (943, 182, 1132, 418)
article (1150, 886, 1516, 1192)
masthead-rule (34, 112, 1516, 115)
